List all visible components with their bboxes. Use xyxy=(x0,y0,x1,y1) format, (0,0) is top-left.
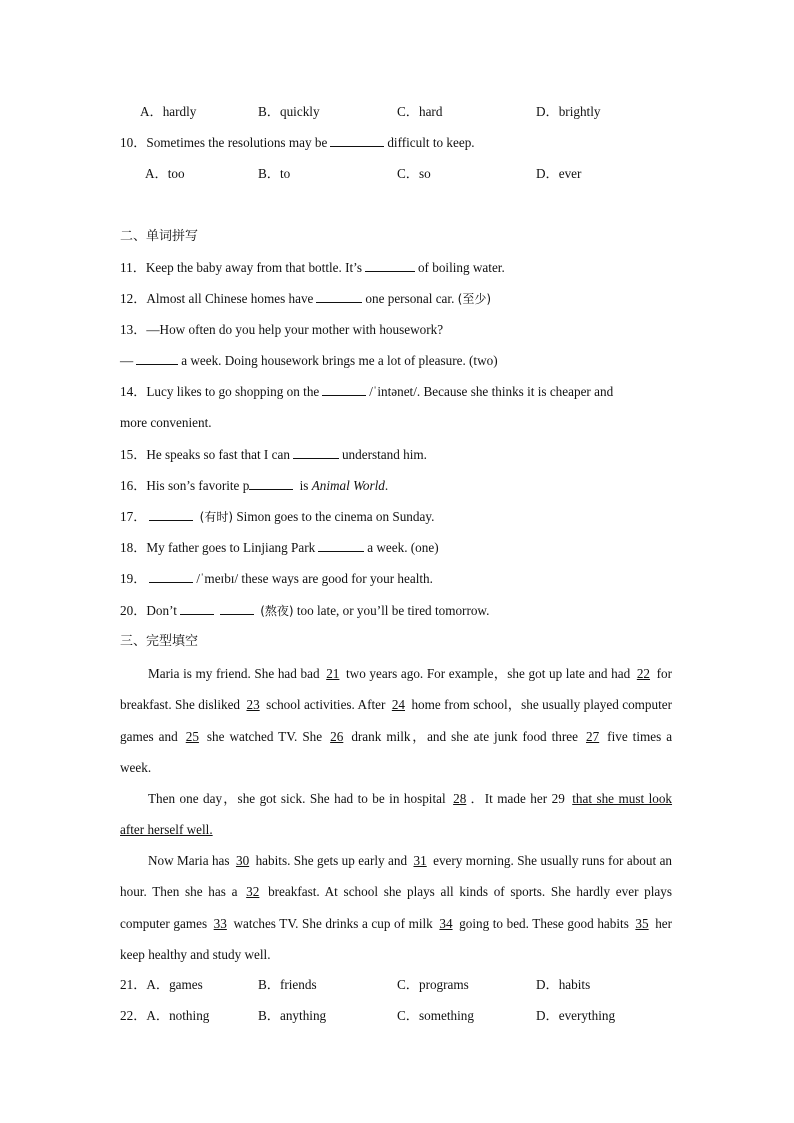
q14-continuation: more convenient. xyxy=(120,415,212,430)
blank-30[interactable]: 30 xyxy=(235,853,250,868)
q22-option-c: C．something xyxy=(397,1008,474,1023)
q15-pre: 15．He speaks so fast that I can xyxy=(120,447,290,462)
q14-post: /ˈintənet/. Because she thinks it is cheaper and xyxy=(369,384,614,399)
q12-pre: 12．Almost all Chinese homes have xyxy=(120,291,314,306)
q9-option-c: C．hard xyxy=(397,104,443,119)
q12-post: one personal car. xyxy=(365,291,455,306)
q9-option-d: D．brightly xyxy=(536,104,601,119)
q11 xyxy=(120,259,505,277)
q10-option-d: D．ever xyxy=(536,166,582,181)
q17-hint: (有时) xyxy=(199,510,234,524)
q15-post: understand him. xyxy=(341,447,427,462)
q16-pre: 16．His son’s favorite p xyxy=(120,478,250,493)
blank-32[interactable]: 32 xyxy=(246,884,260,900)
p1-text: school activities. After xyxy=(266,697,386,713)
q15-blank[interactable] xyxy=(293,446,339,459)
q16 xyxy=(120,477,388,495)
p3-text: Now Maria has xyxy=(148,853,230,868)
q16-end: . xyxy=(384,478,389,493)
q10-option-c: C．so xyxy=(397,166,431,181)
p3-text: watches TV. She drinks a cup of milk xyxy=(233,915,433,931)
q19-blank[interactable] xyxy=(149,570,193,583)
q21-option-d: D．habits xyxy=(536,977,591,992)
p3-text: going to bed. These good habits xyxy=(459,915,629,931)
q18-blank[interactable] xyxy=(318,539,364,552)
q19-post: /ˈmeɪbɪ/ these ways are good for your health. xyxy=(196,571,433,586)
p3-text: her keep healthy and study well. xyxy=(120,915,673,962)
blank-35[interactable]: 35 xyxy=(635,915,649,931)
blank-23[interactable]: 23 xyxy=(246,697,260,713)
p2-text: Then one day，she got sick. She had to be in hospital xyxy=(148,791,446,806)
q17 xyxy=(120,508,434,526)
blank-28[interactable]: 28 xyxy=(453,791,467,806)
p1-text: Maria is my friend. She had bad xyxy=(148,666,320,681)
p1-text: two years ago. For example，she got up late and had xyxy=(346,666,631,681)
q10-blank[interactable] xyxy=(330,134,384,147)
blank-33[interactable]: 33 xyxy=(213,915,227,931)
blank-22[interactable]: 22 xyxy=(636,666,651,681)
p2-text: 29 xyxy=(551,791,565,806)
cloze-paragraph-3 xyxy=(120,845,672,970)
p3-text: breakfast. At school she plays all kinds of sports. She hardly ever plays computer games xyxy=(120,884,673,931)
q20-hint: (熬夜) xyxy=(260,604,294,618)
q13-post: a week. Doing housework brings me a lot of pleasure. (two) xyxy=(181,353,498,368)
cloze-paragraph-1 xyxy=(120,658,672,783)
p2-text: ．It made her xyxy=(469,791,548,806)
q16-title: Animal World xyxy=(311,478,385,493)
q10-stem-post: difficult to keep. xyxy=(387,135,475,150)
q19 xyxy=(120,570,433,588)
q20 xyxy=(120,602,489,620)
q13-answer xyxy=(120,352,498,370)
q12-hint: (至少) xyxy=(457,292,492,306)
q16-mid: is xyxy=(299,478,309,493)
q12-blank[interactable] xyxy=(316,290,362,303)
q20-pre: 20．Don’t xyxy=(120,603,177,618)
q17-blank[interactable] xyxy=(149,508,193,521)
q22-option-b: B．anything xyxy=(258,1008,327,1023)
q13-blank[interactable] xyxy=(136,352,178,365)
q10-stem-pre: 10．Sometimes the resolutions may be xyxy=(120,135,328,150)
blank-24[interactable]: 24 xyxy=(391,697,406,713)
cloze-paragraph-2 xyxy=(120,783,672,846)
p1-text: drank milk，and she ate junk food three xyxy=(351,728,578,744)
q12 xyxy=(120,290,491,308)
blank-27[interactable]: 27 xyxy=(585,728,600,744)
q10-option-b: B．to xyxy=(258,166,291,181)
q14 xyxy=(120,383,613,401)
q21-option-c: C．programs xyxy=(397,977,469,992)
q18-pre: 18．My father goes to Linjiang Park xyxy=(120,540,316,555)
q10-options xyxy=(0,165,794,183)
q14-pre: 14．Lucy likes to go shopping on the xyxy=(120,384,320,399)
p1-text: five times a week. xyxy=(120,728,673,775)
q9-option-b: B．quickly xyxy=(258,104,320,119)
p1-text: for breakfast. She disliked xyxy=(120,666,673,713)
q10-stem xyxy=(120,134,475,152)
q21-options xyxy=(0,976,794,994)
q13-stem: 13．—How often do you help your mother with housework? xyxy=(120,322,444,337)
q9-option-a: A．hardly xyxy=(140,104,197,119)
q20-blank-2[interactable] xyxy=(220,602,254,615)
q10-option-a: A．too xyxy=(145,166,185,181)
q11-blank[interactable] xyxy=(365,259,415,272)
q22-options xyxy=(0,1007,794,1025)
q14-blank[interactable] xyxy=(322,383,366,396)
q22-option-a: 22．A．nothing xyxy=(120,1008,210,1023)
q22-option-d: D．everything xyxy=(536,1008,616,1023)
q11-pre: 11．Keep the baby away from that bottle. It’s xyxy=(120,260,362,275)
p3-text: habits. She gets up early and xyxy=(255,853,408,868)
section3-title: 三、完型填空 xyxy=(120,634,199,649)
blank-34[interactable]: 34 xyxy=(439,915,453,931)
section2-title: 二、单词拼写 xyxy=(120,229,199,244)
p3-text: every morning. She usually runs for about an hour. Then she has a xyxy=(120,853,673,900)
q17-pre: 17． xyxy=(120,509,147,524)
q9-options xyxy=(0,103,794,121)
p1-text: she watched TV. She xyxy=(206,728,323,744)
blank-31[interactable]: 31 xyxy=(413,853,427,868)
blank-25[interactable]: 25 xyxy=(185,728,199,744)
q11-post: of boiling water. xyxy=(417,260,505,275)
q20-post: too late, or you’ll be tired tomorrow. xyxy=(296,603,490,618)
blank-26[interactable]: 26 xyxy=(330,728,344,744)
q19-pre: 19． xyxy=(120,571,147,586)
q16-blank[interactable] xyxy=(249,477,293,490)
q21-option-b: B．friends xyxy=(258,977,317,992)
q21-option-a: 21．A．games xyxy=(120,977,203,992)
p1-text: home from school，she usually played computer games and xyxy=(120,697,673,744)
blank-21[interactable]: 21 xyxy=(326,666,340,681)
q20-blank-1[interactable] xyxy=(180,602,214,615)
q13-pre: — xyxy=(120,353,134,368)
q17-post: Simon goes to the cinema on Sunday. xyxy=(236,509,435,524)
q18 xyxy=(120,539,439,557)
blank-29[interactable]: that she must look after herself well. xyxy=(120,791,673,838)
q15 xyxy=(120,446,427,464)
q18-post: a week. (one) xyxy=(367,540,439,555)
